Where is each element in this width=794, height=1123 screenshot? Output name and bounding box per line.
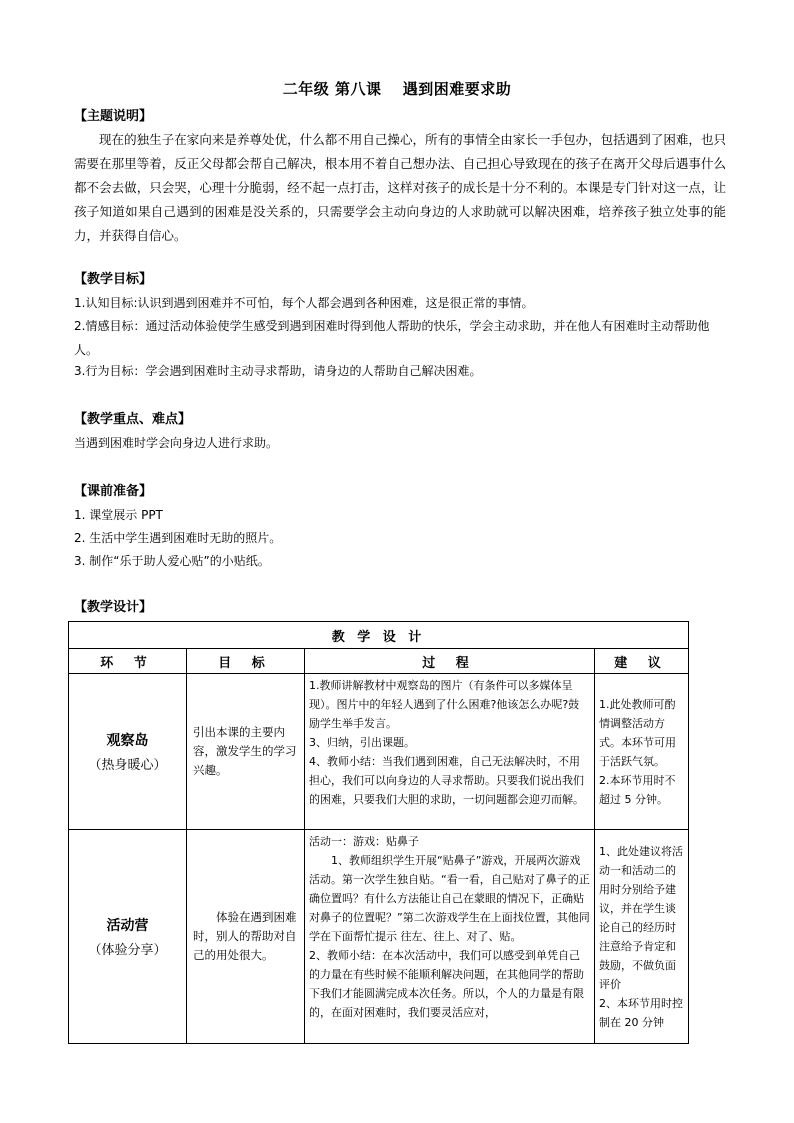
teaching-design-table (68, 621, 689, 1044)
table-caption: 教 学 设 计 (69, 622, 689, 649)
process-line: 3、归纳，引出课题。 (309, 736, 415, 749)
prep-item: 3. 制作“乐于助人爱心贴”的小贴纸。 (74, 554, 270, 568)
stage-subtitle: （热身暖心） (88, 758, 167, 773)
stage-name: 活动营 (106, 918, 149, 934)
suggestion-cell (595, 830, 689, 1044)
column-header-suggestion: 建 议 (595, 649, 689, 674)
stage-name: 观察岛 (106, 733, 149, 749)
process-line: 4、教师小结：当我们遇到困难，自己无法解决时，不用担心，我们可以向身边的人寻求帮助。只要我们说出我们的困难，只要我们大胆的求助，一切问题都会迎刃而解。 (309, 755, 584, 806)
lesson-title: 二年级 第八课 遇到困难要求助 (282, 80, 512, 98)
stage-cell (69, 674, 187, 830)
prep-heading: 【课前准备】 (74, 484, 153, 499)
process-line: 1.教师讲解教材中观察岛的图片（有条件可以多媒体呈现）。图片中的年轻人遇到了什么困难?他该怎么办呢?鼓励学生举手发言。 (309, 679, 580, 730)
stage-subtitle: （体验分享） (88, 943, 167, 958)
process-line: 1、教师组织学生开展“贴鼻子”游戏，开展两次游戏活动。第一次学生独自贴。“看一看，自己贴对了鼻子的正确位置吗？有什么方法能让自己在蒙眼的情况下，正确贴对鼻子的位置呢？”第二次游戏学生在上面找位置，其他同学在下面帮忙提示 往左、往上、对了、贴。 (309, 854, 590, 943)
goal-cell: 体验在遇到困难时，别人的帮助对自己的用处很大。 (187, 830, 305, 1044)
table-row (69, 674, 689, 830)
goal-cell: 引出本课的主要内容，激发学生的学习兴趣。 (187, 674, 305, 830)
process-cell (305, 674, 595, 830)
table-row (69, 830, 689, 1044)
process-cell (305, 830, 595, 1044)
suggestion-line: 1、此处建议将活动一和活动二的用时分别给予建议，并在学生谈论自己的经历时注意给予肯定和鼓励，不做负面评价 (599, 844, 683, 991)
suggestion-line: 2、本环节用时控制在 20 分钟 (599, 996, 683, 1029)
keypoints-text: 当遇到困难时学会向身边人进行求助。 (74, 436, 279, 450)
theme-heading: 【主题说明】 (74, 109, 153, 124)
goal-item: 3.行为目标：学会遇到困难时主动寻求帮助，请身边的人帮助自己解决困难。 (74, 364, 482, 378)
goal-item: 1.认知目标:认识到遇到困难并不可怕，每个人都会遇到各种困难，这是很正常的事情。 (74, 296, 534, 310)
goals-heading: 【教学目标】 (74, 272, 153, 287)
keypoints-heading: 【教学重点、难点】 (74, 412, 192, 427)
design-heading: 【教学设计】 (74, 600, 153, 615)
process-line: 活动一：游戏：贴鼻子 (309, 835, 419, 848)
suggestion-line: 1.此处教师可酌情调整活动方式。本环节可用于活跃气氛。 (599, 697, 676, 768)
suggestion-line: 2.本环节用时不超过 5 分钟。 (599, 773, 676, 806)
prep-item: 2. 生活中学生遇到困难时无助的照片。 (74, 531, 282, 545)
prep-item: 1. 课堂展示 PPT (74, 508, 163, 522)
stage-cell (69, 830, 187, 1044)
column-header-process: 过 程 (305, 649, 595, 674)
column-header-goal: 目 标 (187, 649, 305, 674)
process-line: 2、教师小结：在本次活动中，我们可以感受到单凭自己的力量在有些时候不能顺利解决问题，在其他同学的帮助下我们才能圆满完成本次任务。所以，个人的力量是有限的，在面对困难时，我们要灵活应对， (309, 949, 584, 1019)
theme-paragraph: 现在的独生子在家向来是养尊处优，什么都不用自己操心，所有的事情全由家长一手包办，包括遇到了困难，也只需要在那里等着，反正父母都会帮自己解决，根本用不着自己想办法、自己担心导致现在的孩子在离开父母后遇事什么都不会去做，只会哭，心理十分脆弱，经不起一点打击，这样对孩子的成长是十分不利的。本课是专门针对这一点，让孩子知道如果自己遇到的困难是没关系的，只需要学会主动向身边的人求助就可以解决困难，培养孩子独立处事的能力，并获得自信心。 (74, 132, 726, 243)
goal-item: 2.情感目标：通过活动体验使学生感受到遇到困难时得到他人帮助的快乐，学会主动求助，并在他人有困难时主动帮助他人。 (74, 319, 710, 357)
column-header-stage: 环 节 (69, 649, 187, 674)
suggestion-cell (595, 674, 689, 830)
